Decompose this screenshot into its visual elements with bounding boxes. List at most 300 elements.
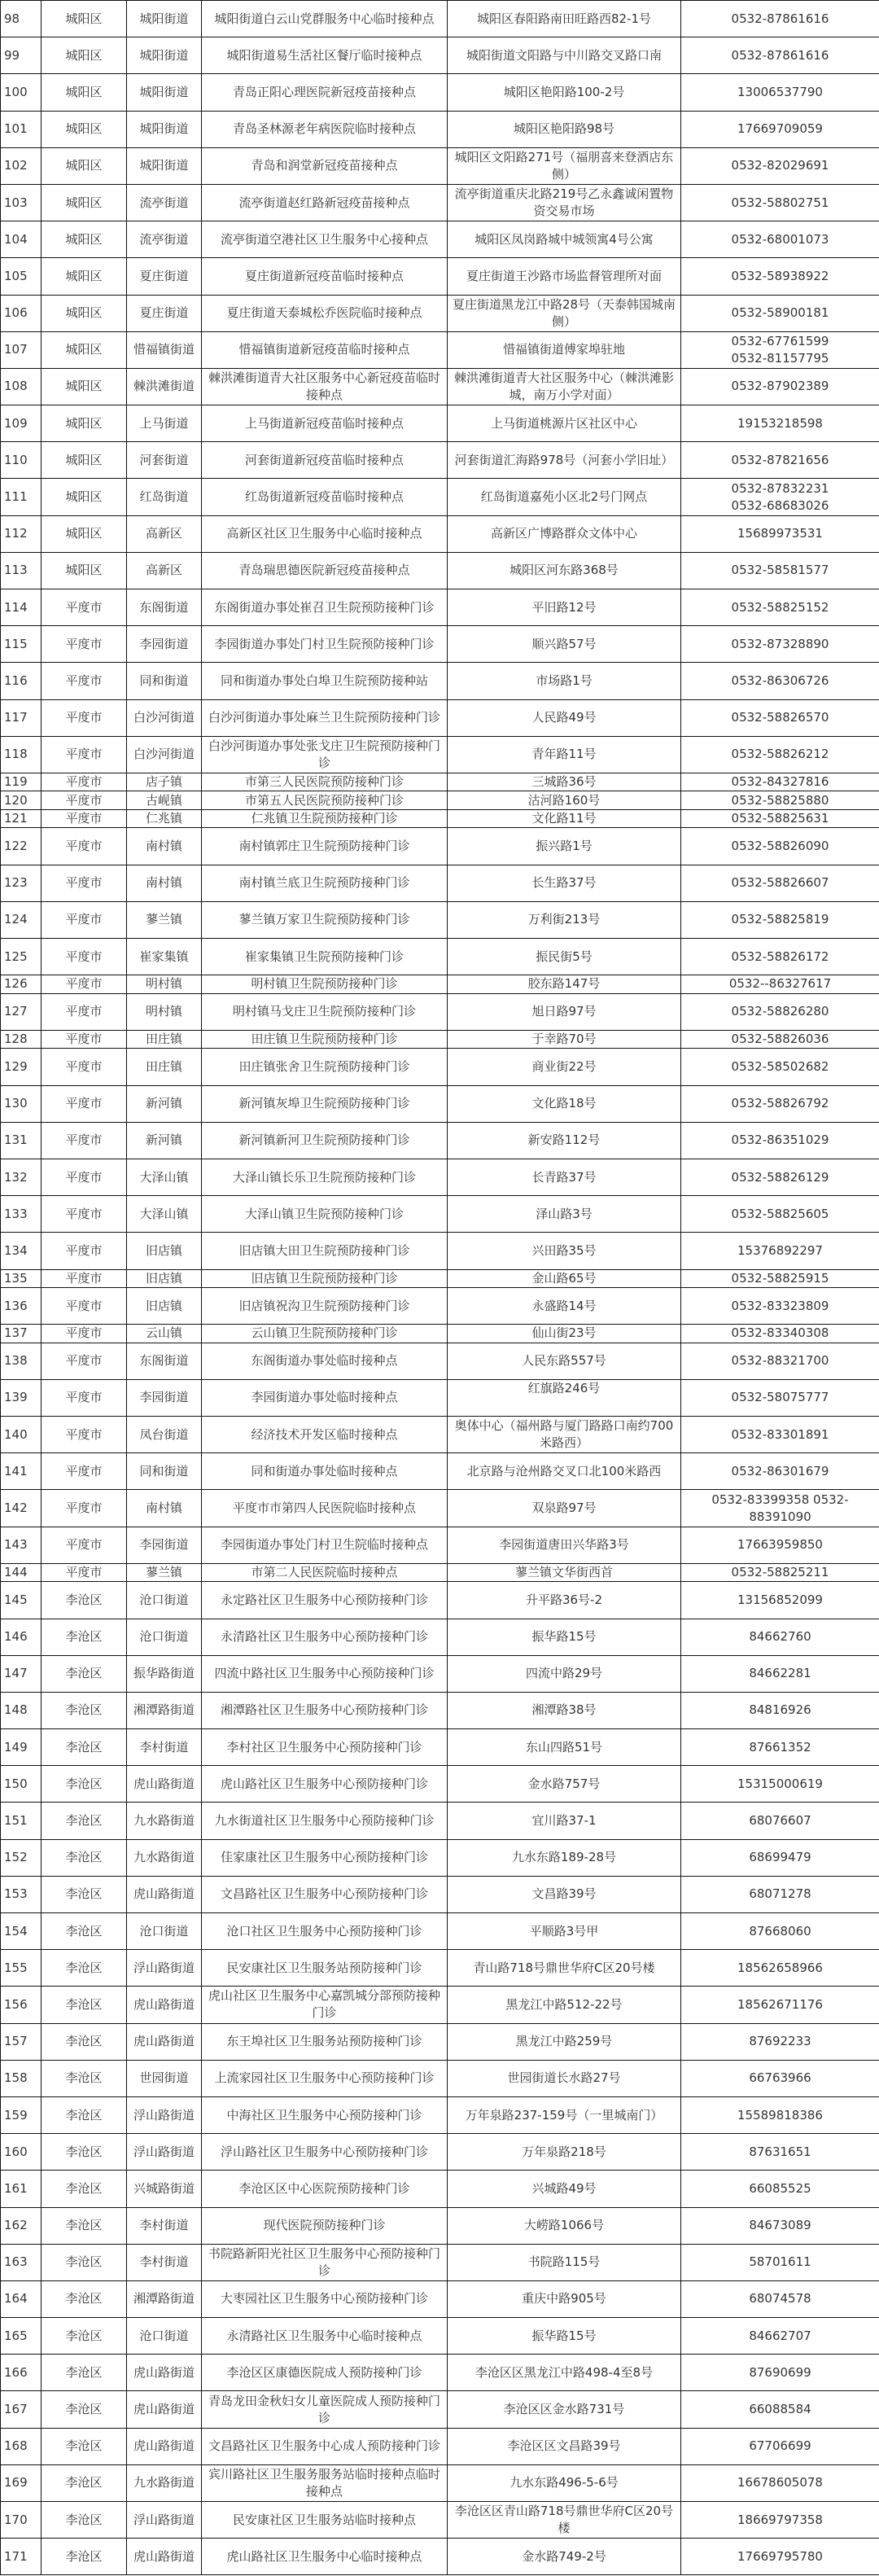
street-cell: 蓼兰镇 bbox=[127, 901, 202, 938]
district-cell: 城阳区 bbox=[42, 331, 127, 368]
site-name-cell: 李园街道办事处门村卫生院临时接种点 bbox=[202, 1527, 448, 1563]
district-cell: 平度市 bbox=[42, 1563, 127, 1582]
street-cell: 旧店镇 bbox=[127, 1269, 202, 1288]
site-name-cell: 民安康社区卫生服务站临时接种点 bbox=[202, 2502, 448, 2539]
phone-cell: 17663959850 bbox=[681, 1527, 879, 1563]
address-cell: 兴城路49号 bbox=[448, 2171, 681, 2207]
district-cell: 城阳区 bbox=[42, 405, 127, 442]
row-number: 107 bbox=[1, 331, 42, 368]
phone-cell: 84816926 bbox=[681, 1692, 879, 1728]
phone-cell: 68076607 bbox=[681, 1803, 879, 1839]
table-row bbox=[1, 1803, 879, 1839]
district-cell: 城阳区 bbox=[42, 37, 127, 74]
street-cell: 仁兆镇 bbox=[127, 809, 202, 828]
district-cell: 李沧区 bbox=[42, 2428, 127, 2464]
district-cell: 平度市 bbox=[42, 1288, 127, 1325]
address-cell: 三城路36号 bbox=[448, 773, 681, 791]
table-row bbox=[1, 1527, 879, 1563]
row-number: 102 bbox=[1, 147, 42, 184]
table-row bbox=[1, 1729, 879, 1766]
street-cell: 沧口街道 bbox=[127, 1619, 202, 1655]
site-name-cell: 蓼兰镇万家卫生院预防接种门诊 bbox=[202, 901, 448, 938]
table-row bbox=[1, 1196, 879, 1233]
row-number: 150 bbox=[1, 1766, 42, 1803]
district-cell: 平度市 bbox=[42, 1527, 127, 1563]
street-cell: 古岘镇 bbox=[127, 791, 202, 810]
site-name-cell: 东阁街道办事处临时接种点 bbox=[202, 1343, 448, 1379]
address-cell: 旭日路97号 bbox=[448, 993, 681, 1030]
street-cell: 凤台街道 bbox=[127, 1417, 202, 1453]
address-cell: 李沧区区文昌路39号 bbox=[448, 2428, 681, 2464]
address-cell: 万利街213号 bbox=[448, 901, 681, 938]
site-name-cell: 棘洪滩街道青大社区服务中心新冠疫苗临时接种点 bbox=[202, 368, 448, 405]
phone-cell: 0532-58825152 bbox=[681, 589, 879, 626]
address-cell: 文化路18号 bbox=[448, 1085, 681, 1122]
site-name-cell: 李村社区卫生服务中心预防接种门诊 bbox=[202, 1729, 448, 1766]
district-cell: 平度市 bbox=[42, 1122, 127, 1159]
row-number: 113 bbox=[1, 552, 42, 589]
table-row bbox=[1, 1655, 879, 1692]
table-row bbox=[1, 331, 879, 368]
address-cell: 市场路1号 bbox=[448, 663, 681, 699]
row-number: 161 bbox=[1, 2171, 42, 2207]
site-name-cell: 永定路社区卫生服务中心预防接种门诊 bbox=[202, 1582, 448, 1619]
site-name-cell: 田庄镇卫生院预防接种门诊 bbox=[202, 1030, 448, 1049]
district-cell: 李沧区 bbox=[42, 1766, 127, 1803]
street-cell: 南村镇 bbox=[127, 1490, 202, 1527]
district-cell: 平度市 bbox=[42, 699, 127, 736]
row-number: 170 bbox=[1, 2502, 42, 2539]
address-cell: 城阳街道文阳路与中川路交叉路口南 bbox=[448, 37, 681, 74]
address-cell: 平顺路3号甲 bbox=[448, 1913, 681, 1950]
site-name-cell: 流亭街道赵红路新冠疫苗接种点 bbox=[202, 184, 448, 221]
site-name-cell: 白沙河街道办事处张戈庄卫生院预防接种门诊 bbox=[202, 736, 448, 773]
phone-cell: 87668060 bbox=[681, 1913, 879, 1950]
street-cell: 虎山路街道 bbox=[127, 2391, 202, 2428]
district-cell: 平度市 bbox=[42, 1490, 127, 1527]
site-name-cell: 南村镇兰底卫生院预防接种门诊 bbox=[202, 865, 448, 901]
address-cell: 上马街道桃源片区社区中心 bbox=[448, 405, 681, 442]
address-cell: 城阳区艳阳路100-2号 bbox=[448, 74, 681, 111]
site-name-cell: 经济技术开发区临时接种点 bbox=[202, 1417, 448, 1453]
table-row bbox=[1, 1766, 879, 1803]
row-number: 103 bbox=[1, 184, 42, 221]
address-cell: 大崂路1066号 bbox=[448, 2207, 681, 2244]
district-cell: 李沧区 bbox=[42, 2171, 127, 2207]
address-cell: 宜川路37-1 bbox=[448, 1803, 681, 1839]
site-name-cell: 夏庄街道天泰城松乔医院临时接种点 bbox=[202, 295, 448, 331]
row-number: 139 bbox=[1, 1379, 42, 1416]
row-number: 98 bbox=[1, 1, 42, 37]
site-name-cell: 新河镇新河卫生院预防接种门诊 bbox=[202, 1122, 448, 1159]
table-row bbox=[1, 147, 879, 184]
district-cell: 平度市 bbox=[42, 791, 127, 810]
street-cell: 流亭街道 bbox=[127, 184, 202, 221]
street-cell: 夏庄街道 bbox=[127, 295, 202, 331]
address-cell: 奥体中心（福州路与厦门路路口南约700米路西） bbox=[448, 1417, 681, 1453]
address-cell: 重庆中路905号 bbox=[448, 2280, 681, 2317]
table-row bbox=[1, 368, 879, 405]
table-row bbox=[1, 993, 879, 1030]
row-number: 146 bbox=[1, 1619, 42, 1655]
street-cell: 云山镇 bbox=[127, 1325, 202, 1343]
address-cell: 城阳区凤岗路城中城领寓4号公寓 bbox=[448, 221, 681, 258]
site-name-cell: 旧店镇卫生院预防接种门诊 bbox=[202, 1269, 448, 1288]
street-cell: 城阳街道 bbox=[127, 111, 202, 147]
row-number: 171 bbox=[1, 2539, 42, 2575]
phone-cell: 13156852099 bbox=[681, 1582, 879, 1619]
table-row bbox=[1, 2207, 879, 2244]
address-cell: 夏庄街道黑龙江中路28号（天泰韩国城南侧） bbox=[448, 295, 681, 331]
district-cell: 平度市 bbox=[42, 626, 127, 663]
district-cell: 城阳区 bbox=[42, 368, 127, 405]
table-row bbox=[1, 2171, 879, 2207]
district-cell: 李沧区 bbox=[42, 1803, 127, 1839]
district-cell: 城阳区 bbox=[42, 295, 127, 331]
table-row bbox=[1, 405, 879, 442]
address-cell: 兴田路35号 bbox=[448, 1233, 681, 1269]
street-cell: 虎山路街道 bbox=[127, 1766, 202, 1803]
site-name-cell: 明村镇卫生院预防接种门诊 bbox=[202, 975, 448, 994]
row-number: 137 bbox=[1, 1325, 42, 1343]
phone-cell: 0532-58826129 bbox=[681, 1159, 879, 1195]
district-cell: 城阳区 bbox=[42, 515, 127, 552]
table-row bbox=[1, 699, 879, 736]
phone-cell: 16678605078 bbox=[681, 2464, 879, 2501]
table-row bbox=[1, 1619, 879, 1655]
row-number: 100 bbox=[1, 74, 42, 111]
site-name-cell: 永清路社区卫生服务中心预防接种门诊 bbox=[202, 1619, 448, 1655]
address-cell: 李沧区区黑龙江中路498-4至8号 bbox=[448, 2355, 681, 2391]
site-name-cell: 同和街道办事处临时接种点 bbox=[202, 1453, 448, 1490]
site-name-cell: 市第三人民医院预防接种门诊 bbox=[202, 773, 448, 791]
street-cell: 蓼兰镇 bbox=[127, 1563, 202, 1582]
row-number: 108 bbox=[1, 368, 42, 405]
phone-cell: 84662760 bbox=[681, 1619, 879, 1655]
district-cell: 城阳区 bbox=[42, 442, 127, 479]
phone-cell: 0532-58825915 bbox=[681, 1269, 879, 1288]
site-name-cell: 李沧区区康德医院成人预防接种门诊 bbox=[202, 2355, 448, 2391]
row-number: 151 bbox=[1, 1803, 42, 1839]
phone-cell: 0532-86301679 bbox=[681, 1453, 879, 1490]
phone-cell: 0532-88321700 bbox=[681, 1343, 879, 1379]
address-cell: 文化路11号 bbox=[448, 809, 681, 828]
district-cell: 平度市 bbox=[42, 1343, 127, 1379]
row-number: 111 bbox=[1, 479, 42, 515]
address-cell: 万年泉路237-159号（一里城南门） bbox=[448, 2096, 681, 2133]
site-name-cell: 平度市市第四人民医院临时接种点 bbox=[202, 1490, 448, 1527]
street-cell: 上马街道 bbox=[127, 405, 202, 442]
phone-cell: 0532-83340308 bbox=[681, 1325, 879, 1343]
site-name-cell: 宾川路社区卫生服务服务站临时接种点临时接种点 bbox=[202, 2464, 448, 2501]
address-cell: 青山路718号鼎世华府C区20号楼 bbox=[448, 1950, 681, 1987]
phone-cell: 0532-67761599 0532-81157795 bbox=[681, 331, 879, 368]
district-cell: 平度市 bbox=[42, 993, 127, 1030]
phone-cell: 0532-87832231 0532-68683026 bbox=[681, 479, 879, 515]
street-cell: 白沙河街道 bbox=[127, 699, 202, 736]
table-row bbox=[1, 663, 879, 699]
site-name-cell: 旧店镇大田卫生院预防接种门诊 bbox=[202, 1233, 448, 1269]
row-number: 147 bbox=[1, 1655, 42, 1692]
row-number: 167 bbox=[1, 2391, 42, 2428]
phone-cell: 0532-58825211 bbox=[681, 1563, 879, 1582]
site-name-cell: 虎山路社区卫生服务中心临时接种点 bbox=[202, 2539, 448, 2575]
district-cell: 城阳区 bbox=[42, 111, 127, 147]
table-row bbox=[1, 773, 879, 791]
address-cell: 世园街道长水路27号 bbox=[448, 2060, 681, 2096]
phone-cell: 84662281 bbox=[681, 1655, 879, 1692]
address-cell: 九水东路496-5-6号 bbox=[448, 2464, 681, 2501]
table-row bbox=[1, 975, 879, 994]
table-row bbox=[1, 1913, 879, 1950]
street-cell: 城阳街道 bbox=[127, 147, 202, 184]
row-number: 134 bbox=[1, 1233, 42, 1269]
street-cell: 城阳街道 bbox=[127, 37, 202, 74]
site-name-cell: 青岛和润堂新冠疫苗接种点 bbox=[202, 147, 448, 184]
street-cell: 振华路街道 bbox=[127, 1655, 202, 1692]
row-number: 136 bbox=[1, 1288, 42, 1325]
site-name-cell: 现代医院预防接种门诊 bbox=[202, 2207, 448, 2244]
address-cell: 城阳区河东路368号 bbox=[448, 552, 681, 589]
phone-cell: 66088584 bbox=[681, 2391, 879, 2428]
site-name-cell: 云山镇卫生院预防接种门诊 bbox=[202, 1325, 448, 1343]
street-cell: 李园街道 bbox=[127, 626, 202, 663]
address-cell: 双泉路97号 bbox=[448, 1490, 681, 1527]
row-number: 126 bbox=[1, 975, 42, 994]
district-cell: 平度市 bbox=[42, 1196, 127, 1233]
table-row bbox=[1, 791, 879, 810]
site-name-cell: 红岛街道新冠疫苗临时接种点 bbox=[202, 479, 448, 515]
street-cell: 世园街道 bbox=[127, 2060, 202, 2096]
site-name-cell: 九水街道社区卫生服务中心预防接种门诊 bbox=[202, 1803, 448, 1839]
address-cell: 书院路115号 bbox=[448, 2244, 681, 2280]
phone-cell: 0532-82029691 bbox=[681, 147, 879, 184]
table-row bbox=[1, 442, 879, 479]
table-row bbox=[1, 295, 879, 331]
phone-cell: 0532-58826036 bbox=[681, 1030, 879, 1049]
table-row bbox=[1, 1417, 879, 1453]
district-cell: 平度市 bbox=[42, 975, 127, 994]
site-name-cell: 市第五人民医院预防接种门诊 bbox=[202, 791, 448, 810]
district-cell: 城阳区 bbox=[42, 184, 127, 221]
table-row bbox=[1, 1030, 879, 1049]
district-cell: 李沧区 bbox=[42, 2134, 127, 2171]
table-row bbox=[1, 1987, 879, 2023]
row-number: 125 bbox=[1, 939, 42, 975]
address-cell: 惜福镇街道傅家埠驻地 bbox=[448, 331, 681, 368]
phone-cell: 0532-83323809 bbox=[681, 1288, 879, 1325]
site-name-cell: 文昌路社区卫生服务中心预防接种门诊 bbox=[202, 1876, 448, 1912]
district-cell: 平度市 bbox=[42, 1233, 127, 1269]
street-cell: 虎山路街道 bbox=[127, 2355, 202, 2391]
row-number: 138 bbox=[1, 1343, 42, 1379]
site-name-cell: 大泽山镇卫生院预防接种门诊 bbox=[202, 1196, 448, 1233]
street-cell: 店子镇 bbox=[127, 773, 202, 791]
street-cell: 虎山路街道 bbox=[127, 1876, 202, 1912]
address-cell: 四流中路29号 bbox=[448, 1655, 681, 1692]
site-name-cell: 青岛正阳心理医院新冠疫苗接种点 bbox=[202, 74, 448, 111]
address-cell: 振民街5号 bbox=[448, 939, 681, 975]
table-row bbox=[1, 1269, 879, 1288]
table-row bbox=[1, 939, 879, 975]
street-cell: 同和街道 bbox=[127, 663, 202, 699]
phone-cell: 87692233 bbox=[681, 2023, 879, 2060]
site-name-cell: 市第二人民医院临时接种点 bbox=[202, 1563, 448, 1582]
table-row bbox=[1, 1159, 879, 1195]
table-row bbox=[1, 258, 879, 295]
district-cell: 李沧区 bbox=[42, 1876, 127, 1912]
district-cell: 李沧区 bbox=[42, 1692, 127, 1728]
site-name-cell: 河套街道新冠疫苗临时接种点 bbox=[202, 442, 448, 479]
address-cell: 蓼兰镇文华街西首 bbox=[448, 1563, 681, 1582]
district-cell: 李沧区 bbox=[42, 1950, 127, 1987]
address-cell: 河套街道汇海路978号（河套小学旧址） bbox=[448, 442, 681, 479]
row-number: 133 bbox=[1, 1196, 42, 1233]
row-number: 162 bbox=[1, 2207, 42, 2244]
address-cell: 红岛街道嘉苑小区北2号门网点 bbox=[448, 479, 681, 515]
district-cell: 平度市 bbox=[42, 865, 127, 901]
site-name-cell: 同和街道办事处白埠卫生院预防接种站 bbox=[202, 663, 448, 699]
row-number: 106 bbox=[1, 295, 42, 331]
table-row bbox=[1, 865, 879, 901]
address-cell: 平旧路12号 bbox=[448, 589, 681, 626]
row-number: 169 bbox=[1, 2464, 42, 2501]
phone-cell: 0532-87861616 bbox=[681, 37, 879, 74]
address-cell: 九水东路189-28号 bbox=[448, 1839, 681, 1876]
phone-cell: 0532-58581577 bbox=[681, 552, 879, 589]
table-row bbox=[1, 111, 879, 147]
phone-cell: 0532-58826172 bbox=[681, 939, 879, 975]
street-cell: 李园街道 bbox=[127, 1379, 202, 1416]
row-number: 166 bbox=[1, 2355, 42, 2391]
address-cell: 商业街22号 bbox=[448, 1049, 681, 1085]
street-cell: 东阁街道 bbox=[127, 589, 202, 626]
table-row bbox=[1, 1325, 879, 1343]
phone-cell: 15315000619 bbox=[681, 1766, 879, 1803]
table-row bbox=[1, 2280, 879, 2317]
address-cell: 顺兴路57号 bbox=[448, 626, 681, 663]
site-name-cell: 李园街道办事处临时接种点 bbox=[202, 1379, 448, 1416]
address-cell: 长青路37号 bbox=[448, 1159, 681, 1195]
site-name-cell: 沧口社区卫生服务中心预防接种门诊 bbox=[202, 1913, 448, 1950]
street-cell: 旧店镇 bbox=[127, 1233, 202, 1269]
table-row bbox=[1, 2428, 879, 2464]
table-row bbox=[1, 2023, 879, 2060]
site-name-cell: 大泽山镇长乐卫生院预防接种门诊 bbox=[202, 1159, 448, 1195]
district-cell: 平度市 bbox=[42, 773, 127, 791]
address-cell: 金水路749-2号 bbox=[448, 2539, 681, 2575]
district-cell: 李沧区 bbox=[42, 1729, 127, 1766]
district-cell: 平度市 bbox=[42, 901, 127, 938]
table-row bbox=[1, 809, 879, 828]
site-name-cell: 四流中路社区卫生服务中心预防接种门诊 bbox=[202, 1655, 448, 1692]
phone-cell: 15689973531 bbox=[681, 515, 879, 552]
table-row bbox=[1, 37, 879, 74]
row-number: 164 bbox=[1, 2280, 42, 2317]
phone-cell: 0532-58825605 bbox=[681, 1196, 879, 1233]
table-row bbox=[1, 2464, 879, 2501]
street-cell: 明村镇 bbox=[127, 975, 202, 994]
phone-cell: 0532-87821656 bbox=[681, 442, 879, 479]
address-cell: 金山路65号 bbox=[448, 1269, 681, 1288]
table-row bbox=[1, 1, 879, 37]
phone-cell: 0532-58802751 bbox=[681, 184, 879, 221]
district-cell: 李沧区 bbox=[42, 2096, 127, 2133]
address-cell: 升平路36号-2 bbox=[448, 1582, 681, 1619]
district-cell: 城阳区 bbox=[42, 1, 127, 37]
site-name-cell: 田庄镇张舍卫生院预防接种门诊 bbox=[202, 1049, 448, 1085]
street-cell: 新河镇 bbox=[127, 1122, 202, 1159]
street-cell: 九水路街道 bbox=[127, 1803, 202, 1839]
address-cell: 李园街道唐田兴华路3号 bbox=[448, 1527, 681, 1563]
table-row bbox=[1, 1563, 879, 1582]
site-name-cell: 湘潭路社区卫生服务中心预防接种门诊 bbox=[202, 1692, 448, 1728]
address-cell: 青年路11号 bbox=[448, 736, 681, 773]
site-name-cell: 崔家集镇卫生院预防接种门诊 bbox=[202, 939, 448, 975]
street-cell: 田庄镇 bbox=[127, 1049, 202, 1085]
site-name-cell: 流亭街道空港社区卫生服务中心接种点 bbox=[202, 221, 448, 258]
row-number: 141 bbox=[1, 1453, 42, 1490]
table-row bbox=[1, 2134, 879, 2171]
site-name-cell: 新河镇灰埠卫生院预防接种门诊 bbox=[202, 1085, 448, 1122]
street-cell: 李村街道 bbox=[127, 2207, 202, 2244]
address-cell: 城阳区文阳路271号（福朋喜来登酒店东侧） bbox=[448, 147, 681, 184]
phone-cell: 19153218598 bbox=[681, 405, 879, 442]
district-cell: 李沧区 bbox=[42, 1655, 127, 1692]
site-name-cell: 城阳街道易生活社区餐厅临时接种点 bbox=[202, 37, 448, 74]
district-cell: 平度市 bbox=[42, 1030, 127, 1049]
street-cell: 浮山路街道 bbox=[127, 1950, 202, 1987]
street-cell: 明村镇 bbox=[127, 993, 202, 1030]
street-cell: 旧店镇 bbox=[127, 1288, 202, 1325]
row-number: 119 bbox=[1, 773, 42, 791]
site-name-cell: 大枣园社区卫生服务中心预防接种门诊 bbox=[202, 2280, 448, 2317]
district-cell: 李沧区 bbox=[42, 2539, 127, 2575]
site-name-cell: 东阁街道办事处崔召卫生院预防接种门诊 bbox=[202, 589, 448, 626]
row-number: 114 bbox=[1, 589, 42, 626]
row-number: 142 bbox=[1, 1490, 42, 1527]
district-cell: 城阳区 bbox=[42, 147, 127, 184]
table-body bbox=[1, 1, 879, 2575]
table-row bbox=[1, 1582, 879, 1619]
table-row bbox=[1, 1343, 879, 1379]
district-cell: 城阳区 bbox=[42, 552, 127, 589]
phone-cell: 0532-87861616 bbox=[681, 1, 879, 37]
street-cell: 田庄镇 bbox=[127, 1030, 202, 1049]
row-number: 154 bbox=[1, 1913, 42, 1950]
row-number: 135 bbox=[1, 1269, 42, 1288]
site-name-cell: 高新区社区卫生服务中心临时接种点 bbox=[202, 515, 448, 552]
row-number: 101 bbox=[1, 111, 42, 147]
table-row bbox=[1, 479, 879, 515]
site-name-cell: 青岛圣林源老年病医院临时接种点 bbox=[202, 111, 448, 147]
address-cell: 长生路37号 bbox=[448, 865, 681, 901]
address-cell: 新安路112号 bbox=[448, 1122, 681, 1159]
district-cell: 平度市 bbox=[42, 663, 127, 699]
district-cell: 李沧区 bbox=[42, 2244, 127, 2280]
address-cell: 振华路15号 bbox=[448, 2318, 681, 2355]
site-name-cell: 东王埠社区卫生服务站预防接种门诊 bbox=[202, 2023, 448, 2060]
phone-cell: 0532-58826792 bbox=[681, 1085, 879, 1122]
row-number: 115 bbox=[1, 626, 42, 663]
street-cell: 高新区 bbox=[127, 552, 202, 589]
row-number: 129 bbox=[1, 1049, 42, 1085]
district-cell: 平度市 bbox=[42, 828, 127, 865]
site-name-cell: 夏庄街道新冠疫苗临时接种点 bbox=[202, 258, 448, 295]
phone-cell: 66085525 bbox=[681, 2171, 879, 2207]
phone-cell: 0532-68001073 bbox=[681, 221, 879, 258]
phone-cell: 0532-58826280 bbox=[681, 993, 879, 1030]
